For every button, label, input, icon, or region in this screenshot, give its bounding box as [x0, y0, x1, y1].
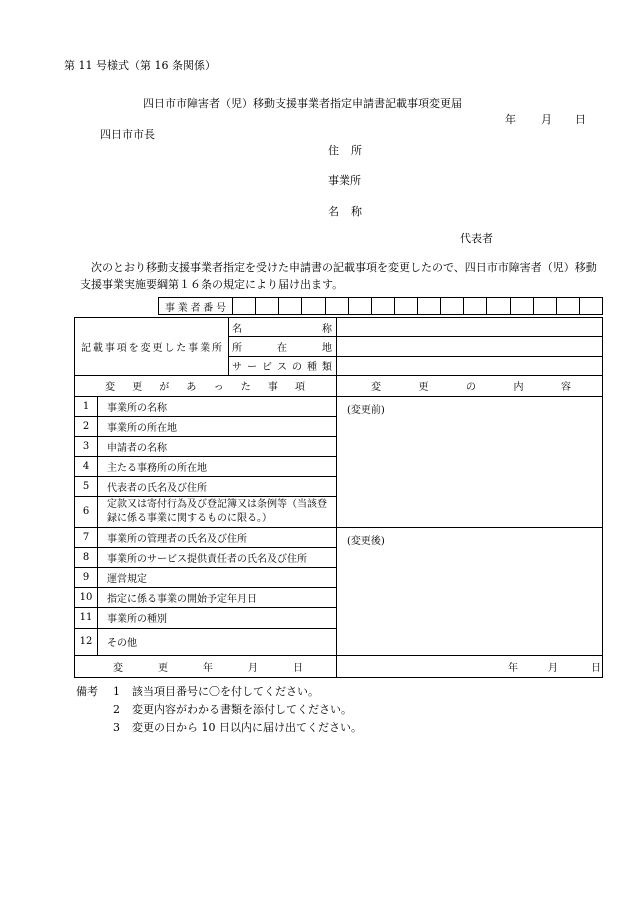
changed-office-label: 記 載 事 項 を 変 更 し た 事 業 所: [81, 343, 222, 354]
item-text: 指定に係る事業の開始予定年月日: [107, 593, 257, 605]
remark-number: 1: [113, 685, 120, 698]
col-divider: [97, 396, 98, 655]
date-year: 年: [505, 113, 516, 126]
intro-text: 次のとおり移動支援事業者指定を受けた申請書の記載事項を変更したので、四日市市障害者（児）移動支援事業実施要綱第１６条の規定により届け出ます。: [80, 261, 597, 291]
remark-number: 2: [113, 703, 120, 716]
item-number[interactable]: 12: [79, 636, 93, 647]
after-change-label: (変更後): [347, 536, 385, 547]
business-number-digit[interactable]: [464, 298, 487, 314]
item-text: その他: [107, 638, 137, 649]
change-form-table: [74, 317, 603, 678]
business-number-digit[interactable]: [441, 298, 464, 314]
document-title: 四日市市障害者（児）移動支援事業者指定申請書記載事項変更届: [143, 97, 462, 110]
service-type-label: サ ー ビ ス の 種 類: [232, 362, 332, 373]
office-location-label: 所 在 地: [232, 342, 332, 354]
before-change-label: (変更前): [347, 405, 385, 416]
addressee: 四日市市長: [100, 128, 155, 141]
item-number[interactable]: 4: [82, 460, 90, 472]
business-number-cells: [233, 298, 602, 314]
item-number[interactable]: 7: [82, 531, 90, 543]
item-text: 定款又は寄付行為及び登記簿又は条例等（当該登録に係る事業に関するものに限る。）: [107, 498, 327, 524]
business-number-table: [158, 297, 603, 315]
business-number-digit[interactable]: [395, 298, 418, 314]
business-number-digit[interactable]: [256, 298, 279, 314]
business-number-digit[interactable]: [279, 298, 302, 314]
business-number-digit[interactable]: [511, 298, 534, 314]
remarks-label: 備考: [76, 685, 98, 698]
item-number[interactable]: 10: [79, 591, 93, 603]
office-location-value[interactable]: [337, 336, 602, 356]
item-text: 事業所のサービス提供責任者の氏名及び住所: [107, 553, 307, 565]
change-date-value[interactable]: [337, 655, 602, 677]
item-number[interactable]: 8: [82, 551, 90, 563]
business-number-digit[interactable]: [372, 298, 395, 314]
business-number-digit[interactable]: [302, 298, 325, 314]
remark-text: 変更の日から 10 日以内に届け出てください。: [132, 721, 362, 734]
business-number-digit[interactable]: [349, 298, 372, 314]
office-name-value[interactable]: [337, 318, 602, 336]
business-number-digit[interactable]: [233, 298, 256, 314]
date-month: 月: [541, 113, 552, 126]
remark-text: 該当項目番号に〇を付してください。: [132, 685, 319, 698]
col-divider: [228, 318, 229, 375]
business-number-digit[interactable]: [326, 298, 349, 314]
business-number-digit[interactable]: [557, 298, 580, 314]
item-number[interactable]: 5: [82, 480, 90, 492]
item-number[interactable]: 1: [82, 400, 90, 412]
changed-items-header: 変 更 が あ っ た 事 項: [105, 382, 305, 393]
business-number-digit[interactable]: [580, 298, 602, 314]
item-text: 申請者の名称: [107, 442, 167, 454]
item-number[interactable]: 11: [79, 612, 93, 623]
item-text: 主たる事務所の所在地: [107, 462, 207, 474]
representative-label: 代表者: [460, 232, 493, 245]
date-day: 日: [575, 113, 586, 126]
business-number-digit[interactable]: [418, 298, 441, 314]
change-content-header: 変 更 の 内 容: [371, 382, 571, 393]
item-text: 運営規定: [107, 573, 147, 585]
change-date-month: 月: [548, 662, 558, 674]
item-text: 事業所の種別: [107, 614, 167, 625]
change-date-label: 変 更 年 月 日: [113, 662, 303, 674]
item-number[interactable]: 2: [82, 420, 90, 432]
service-type-value[interactable]: [337, 356, 602, 375]
remark-number: 3: [113, 721, 120, 734]
item-text: 事業所の管理者の氏名及び住所: [107, 533, 247, 545]
change-date-day: 日: [591, 662, 601, 674]
item-text: 事業所の所在地: [107, 422, 177, 434]
before-change-content[interactable]: [337, 396, 602, 527]
address-label: 住 所: [328, 144, 362, 157]
name-label: 名 称: [328, 205, 362, 218]
office-label: 事業所: [328, 174, 361, 187]
business-number-digit[interactable]: [487, 298, 510, 314]
item-number[interactable]: 9: [82, 571, 90, 583]
after-change-content[interactable]: [337, 527, 602, 655]
change-date-year: 年: [508, 662, 518, 674]
item-number[interactable]: 6: [82, 506, 90, 517]
business-number-label: 事 業 者 番 号: [159, 298, 233, 314]
item-text: 事業所の名称: [107, 402, 167, 414]
form-number: 第 11 号様式（第 16 条関係）: [64, 59, 216, 72]
item-text: 代表者の氏名及び住所: [107, 482, 207, 494]
remark-text: 変更内容がわかる書類を添付してください。: [132, 703, 352, 716]
office-name-label: 名 称: [232, 323, 332, 335]
item-number[interactable]: 3: [82, 440, 90, 452]
business-number-digit[interactable]: [534, 298, 557, 314]
